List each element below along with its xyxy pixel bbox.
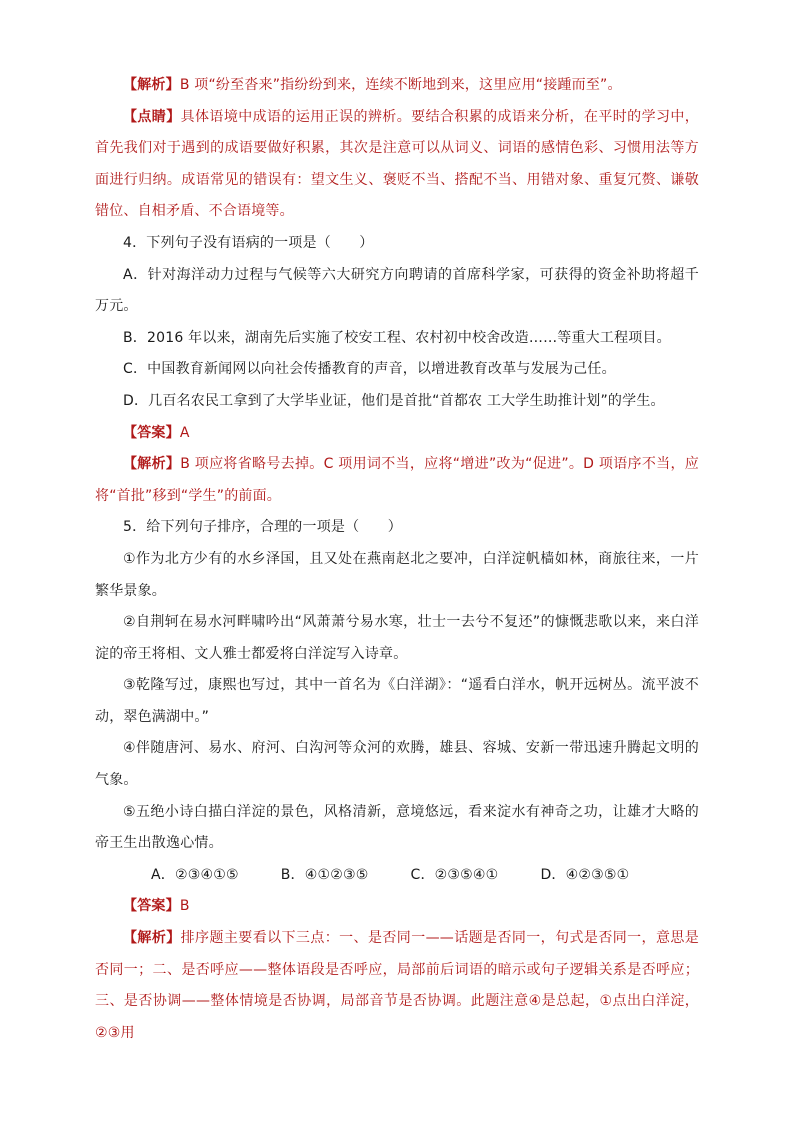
highlight-text: 具体语境中成语的运用正误的辨析。要结合积累的成语来分析，在平时的学习中，首先我们对于遇到的成语要做好积累，其次是注意可以从词义、词语的感情色彩、习惯用法等方面进行归纳。成语常见的错误有：望文生义、褒贬不当、搭配不当、用错对象、重复冗赘、谦敬错位、自相矛盾、不合语境等。 — [95, 108, 699, 220]
q3-highlight — [95, 102, 699, 228]
q5-options — [95, 860, 699, 892]
q5-sentence-4: ④伴随唐河、易水、府河、白沟河等众河的欢腾，雄县、容城、安新一带迅速升腾起文明的气象。 — [95, 740, 699, 789]
q4-option-b: B．2016 年以来，湖南先后实施了校安工程、农村初中校舍改造……等重大工程项目。 — [123, 329, 671, 346]
q4-option-c: C．中国教育新闻网以向社会传播教育的声音，以增进教育改革与发展为己任。 — [123, 361, 616, 378]
q5-answer — [95, 891, 699, 923]
answer-value: B — [179, 898, 190, 915]
analysis-tag: 【解析】 — [123, 77, 180, 93]
q4-answer — [95, 418, 699, 450]
answer-tag: 【答案】 — [123, 898, 180, 915]
q5-sentence-1: ①作为北方少有的水乡泽国，且又处在燕南赵北之要冲，白洋淀帆樯如林，商旅往来，一片繁华景象。 — [95, 550, 699, 599]
q5-option-a: A．②③④①⑤ — [151, 866, 239, 883]
q5-question: 5．给下列句子排序，合理的一项是（ ） — [123, 519, 402, 536]
document-page — [95, 70, 699, 1049]
answer-value: A — [179, 424, 190, 441]
q5-option-b: B．④①②③⑤ — [280, 866, 369, 883]
q4-analysis — [95, 449, 699, 512]
q5-analysis — [95, 923, 699, 1049]
q3-analysis — [95, 70, 699, 102]
answer-tag: 【答案】 — [123, 424, 180, 441]
q5-sentence-5: ⑤五绝小诗白描白洋淀的景色，风格清新，意境悠远，看来淀水有神奇之功，让雄才大略的帝王生出散逸心情。 — [95, 803, 699, 852]
analysis-tag: 【解析】 — [123, 456, 181, 473]
analysis-tag: 【解析】 — [123, 930, 181, 947]
highlight-tag: 【点睛】 — [123, 108, 181, 125]
q5-sentence-2: ②自荆轲在易水河畔啸吟出“风萧萧兮易水寒，壮士一去兮不复还”的慷慨悲歌以来，来白洋淀的帝王将相、文人雅士都爱将白洋淀写入诗章。 — [95, 614, 699, 662]
q5-sentence-3: ③乾隆写过，康熙也写过，其中一首名为《白洋湖》：“遥看白洋水，帆开远树丛。流平波不动，翠色满湖中。” — [95, 677, 699, 725]
q4-option-d: D．几百名农民工拿到了大学毕业证，他们是首批“首都农 工大学生助推计划”的学生。 — [123, 392, 665, 409]
analysis-text: 排序题主要看以下三点：一、是否同一——话题是否同一，句式是否同一，意思是否同一；二、是否呼应——整体语段是否呼应，局部前后词语的暗示或句子逻辑关系是否呼应；三、是否协调——整体情境是否协调，局部音节是否协调。此题注意④是总起，①点出白洋淀，②③用 — [95, 930, 699, 1041]
q5-option-c: C．②③⑤④① — [410, 866, 499, 883]
analysis-text: B 项应将省略号去掉。C 项用词不当，应将“增进”改为“促进”。D 项语序不当，应将“首批”移到“学生”的前面。 — [95, 456, 699, 504]
q5-option-d: D．④②③⑤① — [540, 866, 630, 883]
q4-question: 4．下列句子没有语病的一项是（ ） — [123, 234, 374, 251]
q4-option-a: A．针对海洋动力过程与气候等六大研究方向聘请的首席科学家，可获得的资金补助将超千万元。 — [95, 266, 699, 315]
analysis-text: B 项“纷至沓来”指纷纷到来，连续不断地到来，这里应用“接踵而至”。 — [179, 77, 622, 93]
